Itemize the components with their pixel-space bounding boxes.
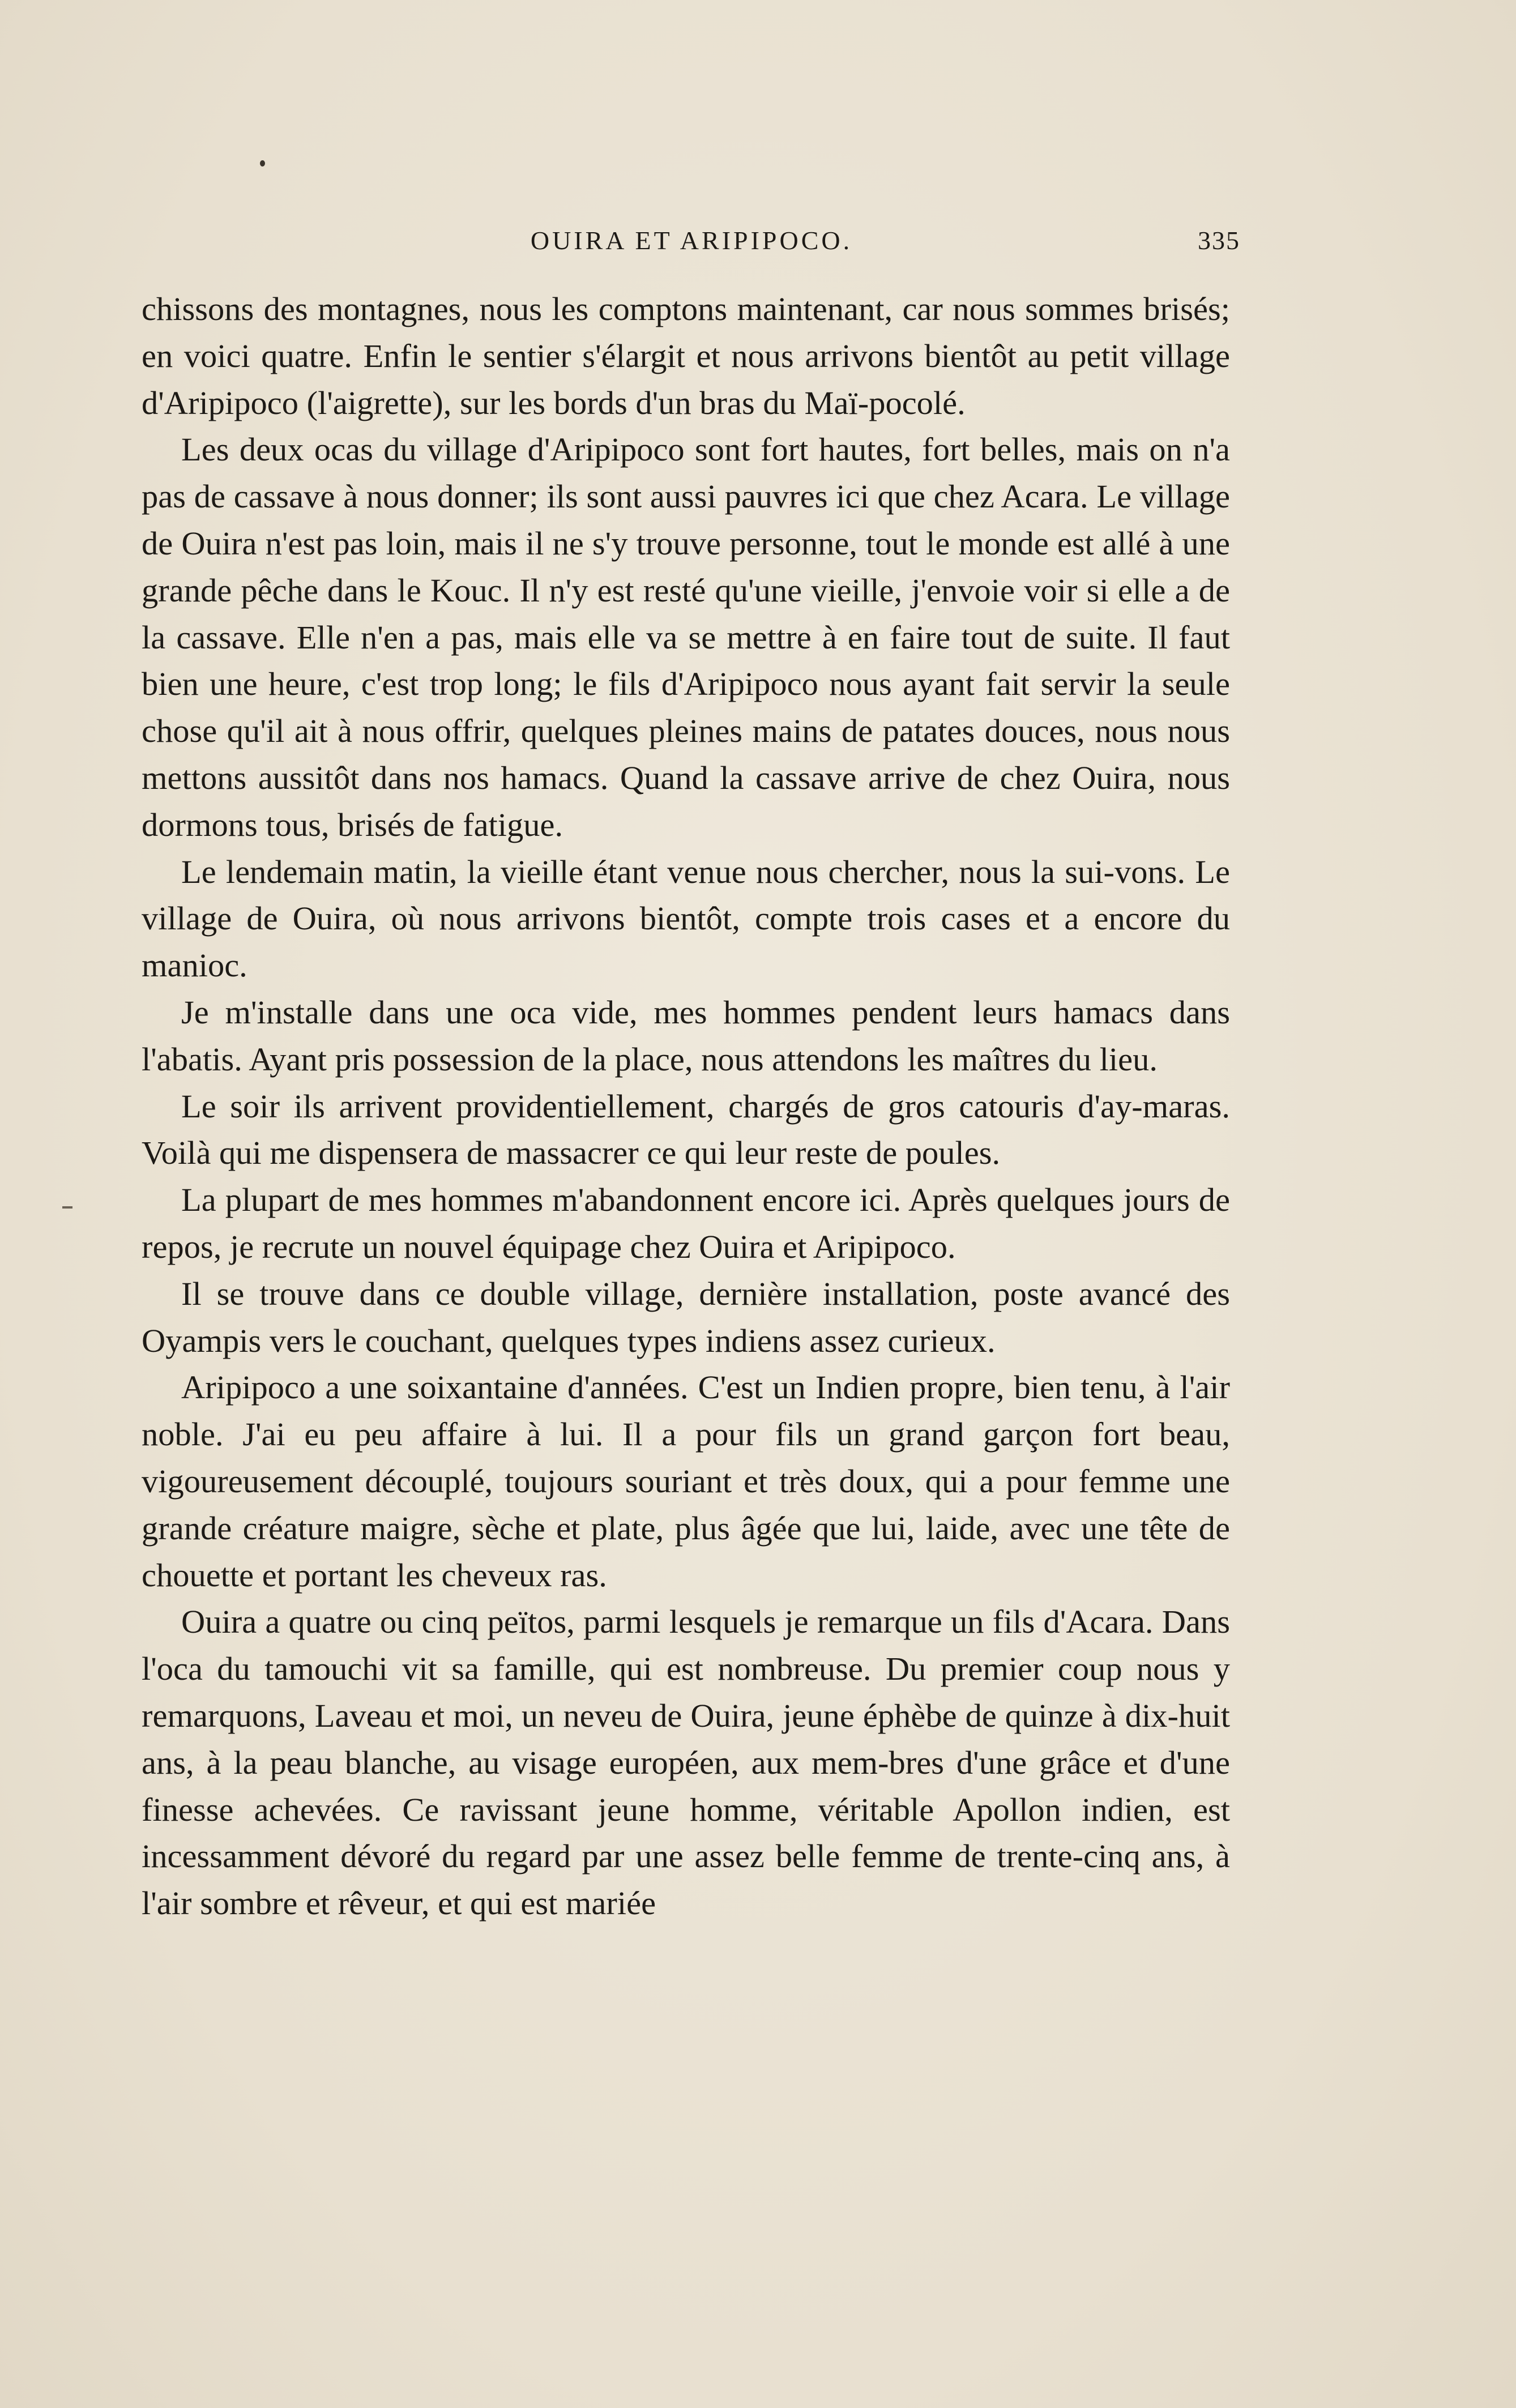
paragraph: Je m'installe dans une oca vide, mes hommes pendent leurs hamacs dans l'abatis. Ayant pris possession de la place, nous attendons les maîtres du lieu. — [142, 993, 1230, 1078]
paragraph: chissons des montagnes, nous les comptons maintenant, car nous sommes brisés; en voici quatre. Enfin le sentier s'élargit et nous arrivons bientôt au petit village d'Aripipoco (l'aigrette), sur les bords d'un bras du Maï-pocolé. — [142, 291, 1230, 421]
paragraph: La plupart de mes hommes m'abandonnent encore ici. Après quelques jours de repos, je recrute un nouvel équipage chez Ouira et Aripipoco. — [142, 1181, 1230, 1265]
paragraph: Il se trouve dans ce double village, dernière installation, poste avancé des Oyampis vers le couchant, quelques types indiens assez curieux. — [142, 1275, 1230, 1359]
ink-speck — [260, 160, 265, 166]
paragraph: Le soir ils arrivent providentiellement, chargés de gros catouris d'ay-maras. Voilà qui me dispensera de massacrer ce qui leur reste de poules. — [142, 1087, 1230, 1172]
page-header — [143, 225, 1240, 259]
paragraph: Le lendemain matin, la vieille étant venue nous chercher, nous la sui-vons. Le village de Ouira, où nous arrivons bientôt, compte trois cases et a encore du manioc. — [142, 853, 1230, 984]
paragraph: Ouira a quatre ou cinq peïtos, parmi lesquels je remarque un fils d'Acara. Dans l'oca du tamouchi vit sa famille, qui est nombreuse. Du premier coup nous y remarquons, Laveau et moi, un neveu de Ouira, jeune éphèbe de quinze à dix-huit ans, à la peau blanche, au visage européen, aux mem-bres d'une grâce et d'une finesse achevées. Ce ravissant jeune homme, véritable Apollon indien, est incessamment dévoré du regard par une assez belle femme de trente-cinq ans, à l'air sombre et rêveur, et qui est mariée — [142, 1603, 1230, 1922]
paragraph: Aripipoco a une soixantaine d'années. C'est un Indien propre, bien tenu, à l'air noble. J'ai eu peu affaire à lui. Il a pour fils un grand garçon fort beau, vigoureusement découplé, toujours souriant et très doux, qui a pour femme une grande créature maigre, sèche et plate, plus âgée que lui, laide, avec une tête de chouette et portant les cheveux ras. — [142, 1369, 1230, 1594]
paragraph: Les deux ocas du village d'Aripipoco sont fort hautes, fort belles, mais on n'a pas de cassave à nous donner; ils sont aussi pauvres ici que chez Acara. Le village de Ouira n'est pas loin, mais il ne s'y trouve personne, tout le monde est allé à une grande pêche dans le Kouc. Il n'y est resté qu'une vieille, j'envoie voir si elle a de la cassave. Elle n'en a pas, mais elle va se mettre à en faire tout de suite. Il faut bien une heure, c'est trop long; le fils d'Aripipoco nous ayant fait servir la seule chose qu'il ait à nous offrir, quelques pleines mains de patates douces, nous nous mettons aussitôt dans nos hamacs. Quand la cassave arrive de chez Ouira, nous dormons tous, brisés de fatigue. — [142, 431, 1230, 843]
page-number: 335 — [1198, 226, 1240, 255]
body-text — [142, 286, 1230, 1927]
margin-mark — [62, 1206, 72, 1209]
running-title: OUIRA ET ARIPIPOCO. — [530, 226, 853, 255]
